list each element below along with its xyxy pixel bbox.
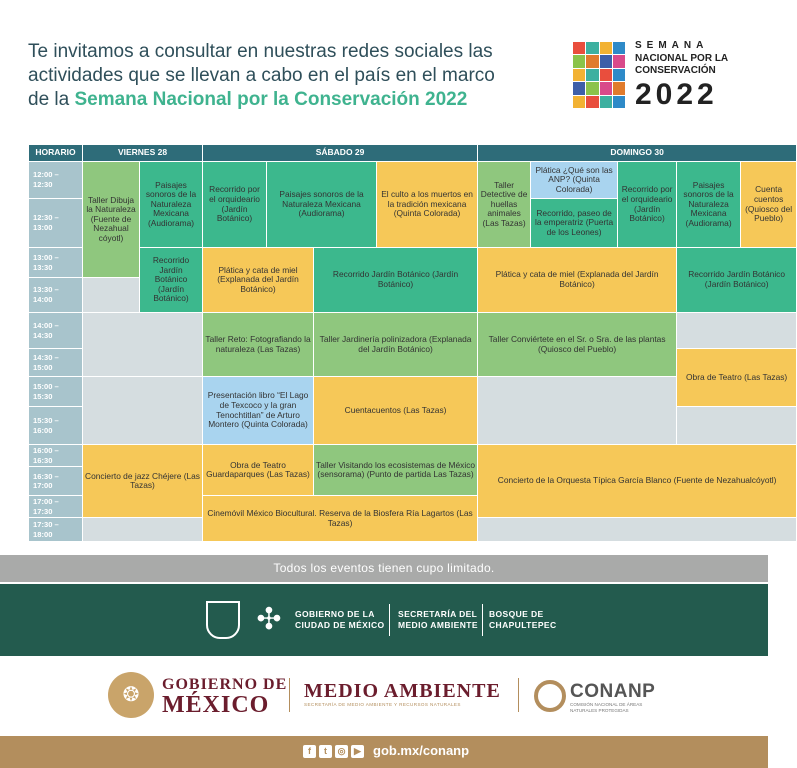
mosaic-tile [613,96,625,108]
event-cell: Concierto de jazz Chéjere (Las Tazas) [83,445,203,518]
event-cell: Taller Visitando los ecosistemas de México (sensorama) (Punto de partida Las Tazas) [314,445,478,496]
mosaic-tile [573,96,585,108]
logo-year: 2022 [635,78,718,111]
mosaic-tile [613,69,625,81]
event-cell: Concierto de la Orquesta Típica García Blanco (Fuente de Nezahualcóyotl) [478,445,797,518]
mosaic-tile [573,69,585,81]
intro-line-1: Te invitamos a consultar en nuestras redes sociales las [28,41,493,62]
event-cell: Plática y cata de miel (Explanada del Jardín Botánico) [203,248,314,313]
cdmx-logo-icon: ✣ [256,603,282,636]
mosaic-tile [600,42,612,54]
mosaic-tile [586,42,598,54]
event-cell: Cinemóvil México Biocultural. Reserva de la Biosfera Ría Lagartos (Las Tazas) [203,496,478,542]
mosaic-tile [600,82,612,94]
gob-mexico-line2: MÉXICO [162,692,270,718]
mosaic-tile [573,82,585,94]
time-slot: 15:30 – 16:00 [29,407,83,445]
gob-mexico-line1: GOBIERNO DE [162,676,288,693]
event-cell: Taller Dibuja la Naturaleza (Fuente de Nezahual cóyotl) [83,162,140,278]
conanp-logo-icon [534,680,566,712]
time-slot: 17:00 – 17:30 [29,496,83,518]
intro-line-3: de la [28,89,75,110]
event-cell: Plática ¿Qué son las ANP? (Quinta Colorada) [531,162,618,199]
event-cell: Taller Detective de huellas animales (Las Tazas) [478,162,531,248]
mosaic-tile [586,96,598,108]
event-cell: Recorrido Jardín Botánico (Jardín Botánico) [140,248,203,313]
mosaic-tile [573,55,585,67]
header-horario: HORARIO [29,145,83,162]
time-slot: 17:30 – 18:00 [29,518,83,542]
mosaic-tile [600,55,612,67]
event-cell: Taller Conviértete en el Sr. o Sra. de las plantas (Quiosco del Pueblo) [478,313,677,377]
empty-cell [478,377,677,445]
mosaic-tile [586,82,598,94]
mosaic-tile [613,42,625,54]
event-cell: Plática y cata de miel (Explanada del Jardín Botánico) [478,248,677,313]
mosaic-icon [573,42,625,108]
event-cell: El culto a los muertos en la tradición mexicana (Quinta Colorada) [377,162,478,248]
intro-text [28,40,548,112]
national-seal-icon: ❂ [108,672,154,718]
header-sabado: SÁBADO 29 [203,145,478,162]
empty-cell [83,278,140,313]
time-slot: 12:30 – 13:00 [29,199,83,248]
intro-line-2: actividades que se llevan a cabo en el país en el marco [28,65,495,86]
empty-cell [677,407,797,445]
empty-cell [677,313,797,349]
time-slot: 14:00 – 14:30 [29,313,83,349]
event-cell: Obra de Teatro Guardaparques (Las Tazas) [203,445,314,496]
mosaic-tile [586,69,598,81]
header-viernes: VIERNES 28 [83,145,203,162]
event-cell: Recorrido Jardín Botánico (Jardín Botánico) [677,248,797,313]
facebook-icon[interactable]: f [303,745,316,758]
social-icons [303,745,364,758]
time-slot: 13:30 – 14:00 [29,278,83,313]
twitter-icon[interactable]: t [319,745,332,758]
event-cell: Recorrido Jardín Botánico (Jardín Botánico) [314,248,478,313]
logo-word-nacional: NACIONAL POR LA CONSERVACIÓN [635,53,728,76]
logo-word-semana: SEMANA [635,40,709,51]
event-cell: Paisajes sonoros de la Naturaleza Mexicana (Audiorama) [140,162,203,248]
empty-cell [83,313,203,377]
youtube-icon[interactable]: ▶ [351,745,364,758]
conanp-subtitle: COMISIÓN NACIONAL DE ÁREAS NATURALES PROTEGIDAS [570,702,643,713]
mosaic-tile [600,96,612,108]
event-cell: Taller Jardinería polinizadora (Explanada del Jardín Botánico) [314,313,478,377]
divider [289,678,290,712]
semana-conservacion-logo [573,40,743,110]
mosaic-tile [613,55,625,67]
empty-cell [83,377,203,445]
header-domingo: DOMINGO 30 [478,145,797,162]
time-slot: 16:30 – 17:00 [29,467,83,496]
event-cell: Cuenta cuentos (Quiosco del Pueblo) [741,162,797,248]
time-slot: 15:00 – 15:30 [29,377,83,407]
schedule-table [28,144,797,542]
event-cell: Paisajes sonoros de la Naturaleza Mexicana (Audiorama) [677,162,741,248]
conanp-title: CONANP [570,681,656,702]
mosaic-tile [586,55,598,67]
cdmx-shield-icon [206,601,240,639]
divider [389,604,390,636]
event-cell: Recorrido por el orquideario (Jardín Botánico) [203,162,267,248]
medio-ambiente-subtitle: SECRETARÍA DE MEDIO AMBIENTE Y RECURSOS NATURALES [304,702,461,707]
event-cell: Presentación libro “El Lago de Texcoco y la gran Tenochtitlan” de Arturo Montero (Quinta Colorada) [203,377,314,445]
empty-cell [478,518,797,542]
capacity-banner: Todos los eventos tienen cupo limitado. [0,555,768,582]
time-slot: 14:30 – 15:00 [29,349,83,377]
bosque-chapultepec-text: BOSQUE DE CHAPULTEPEC [489,609,557,630]
website-link[interactable]: gob.mx/conanp [373,743,470,758]
event-cell: Obra de Teatro (Las Tazas) [677,349,797,407]
event-cell: Recorrido por el orquideario (Jardín Botánico) [618,162,677,248]
time-slot: 13:00 – 13:30 [29,248,83,278]
sedema-text: SECRETARÍA DEL MEDIO AMBIENTE [398,609,478,630]
divider [518,678,519,712]
event-cell: Cuentacuentos (Las Tazas) [314,377,478,445]
time-slot: 16:00 – 16:30 [29,445,83,467]
mosaic-tile [613,82,625,94]
intro-highlight: Semana Nacional por la Conservación 2022 [74,89,468,110]
instagram-icon[interactable]: ◎ [335,745,348,758]
event-cell: Paisajes sonoros de la Naturaleza Mexicana (Audiorama) [267,162,377,248]
mosaic-tile [573,42,585,54]
gob-cdmx-text: GOBIERNO DE LA CIUDAD DE MÉXICO [295,609,385,630]
empty-cell [83,518,203,542]
time-slot: 12:00 – 12:30 [29,162,83,199]
event-cell: Taller Reto: Fotografiando la naturaleza (Las Tazas) [203,313,314,377]
divider [482,604,483,636]
event-cell: Recorrido, paseo de la emperatriz (Puerta de los Leones) [531,199,618,248]
mosaic-tile [600,69,612,81]
medio-ambiente-title: MEDIO AMBIENTE [304,680,501,702]
